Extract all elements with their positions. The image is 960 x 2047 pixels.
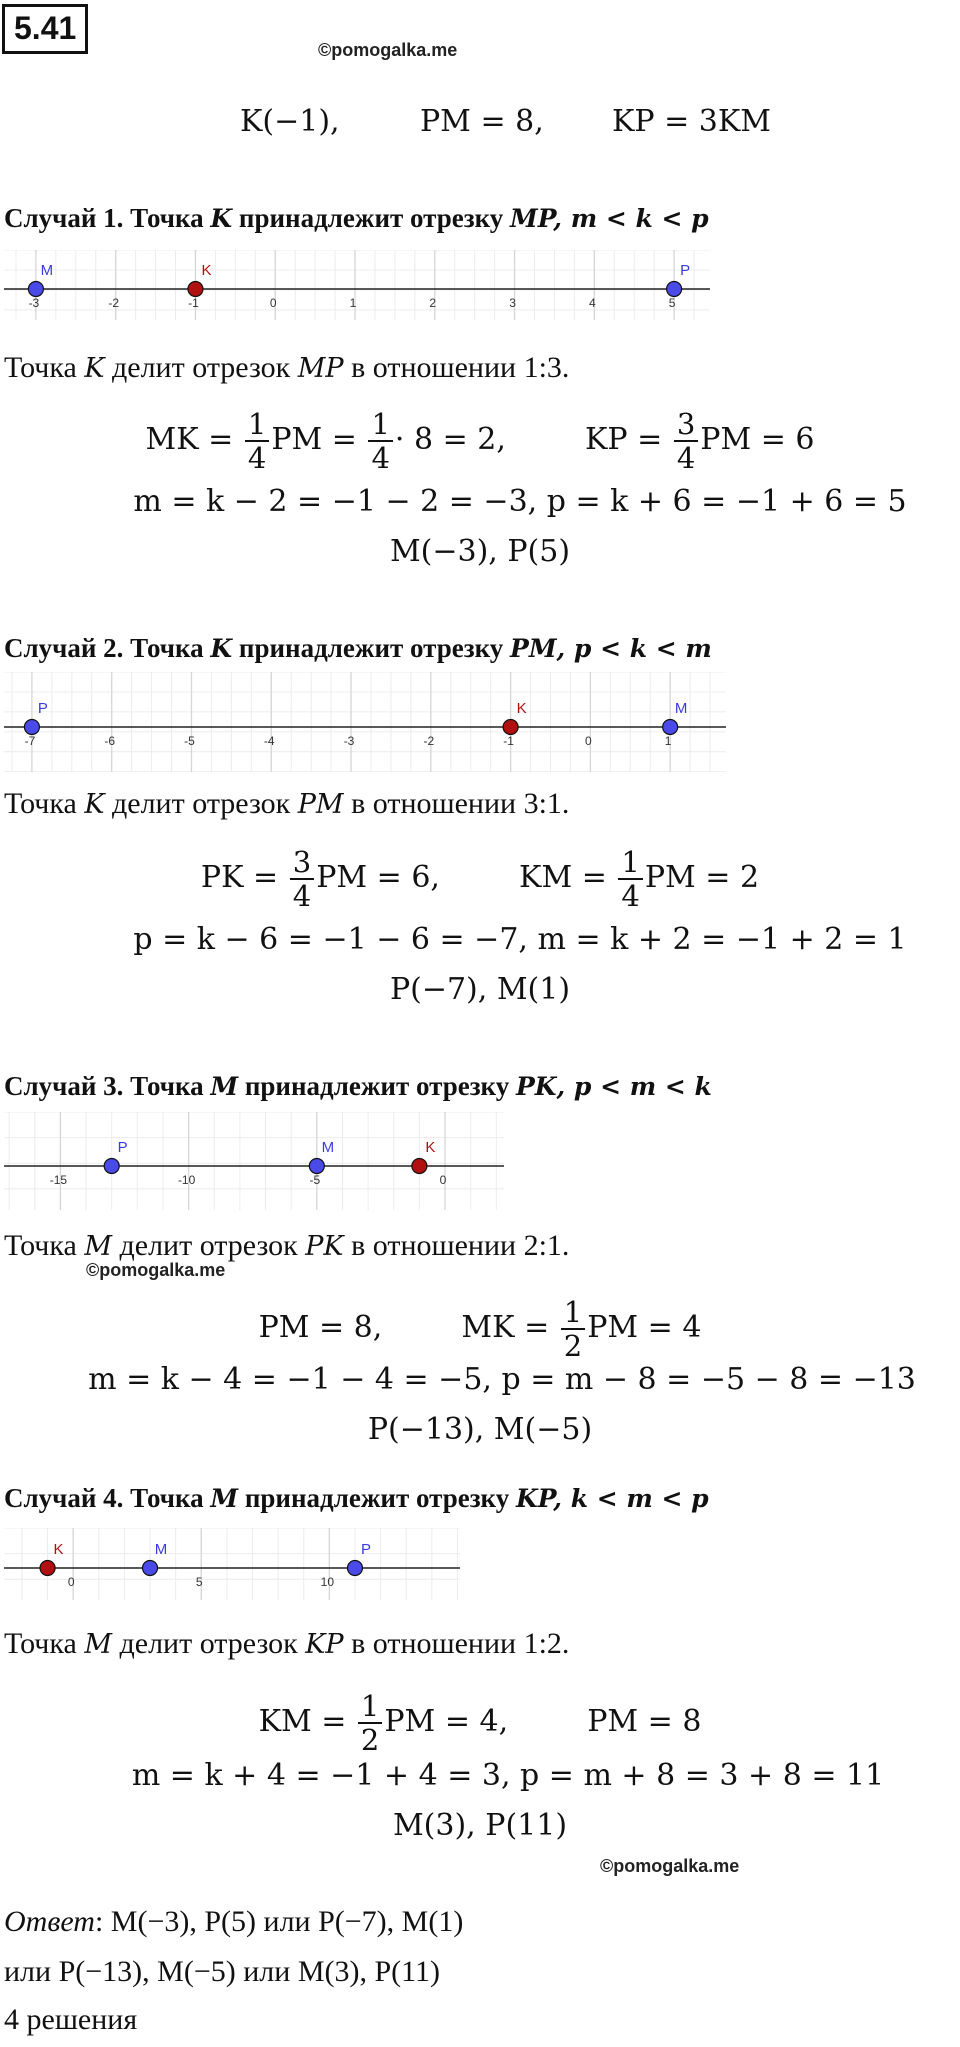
point-label: P [37,700,48,717]
case-2-ratio: Точка K делит отрезок PM в отношении 3:1. [4,787,570,820]
point-m [309,1159,324,1174]
point-label: M [154,1541,168,1558]
given-pm: PM = 8, [420,104,544,139]
case-1-line-3: M(−3), P(5) [389,534,571,569]
tick-label: -15 [49,1173,68,1187]
tick-label: -10 [177,1173,196,1187]
point-p [347,1561,362,1576]
point-p [667,282,682,297]
case-3-number-line [4,1112,504,1210]
case-1-number-line [4,250,710,320]
watermark-middle: ©pomogalka.me [86,1260,226,1280]
tick-label: -2 [423,734,435,748]
answer-line-2: или P(−13), M(−5) или M(3), P(11) [4,1955,441,1988]
answer-line-1: Ответ: M(−3), P(5) или P(−7), M(1) [4,1905,464,1938]
point-k [503,720,518,735]
case-4-line-3: M(3), P(11) [392,1808,568,1843]
tick-label: -7 [24,734,36,748]
tick-label: -5 [309,1173,321,1187]
case-4-line-2: m = k + 4 = −1 + 4 = 3, p = m + 8 = 3 + 8 = 11 [131,1758,885,1793]
case-4-number-line [4,1528,460,1600]
point-m [663,720,678,735]
case-4-ratio: Точка M делит отрезок KP в отношении 1:2. [4,1627,570,1660]
point-p [104,1159,119,1174]
tick-label: 5 [668,296,676,310]
point-label: M [40,262,54,279]
case-2-line-2: p = k − 6 = −1 − 6 = −7, m = k + 2 = −1 + 2 = 1 [133,922,907,957]
tick-label: 1 [664,734,672,748]
point-label: P [117,1139,128,1156]
point-label: P [680,262,691,279]
point-label: K [425,1139,436,1156]
watermark-bottom: ©pomogalka.me [600,1856,740,1876]
answer-label: Ответ [4,1905,95,1938]
given-k: K(−1), [240,104,340,139]
tick-label: -4 [263,734,275,748]
case-3-line-2: m = k − 4 = −1 − 4 = −5, p = m − 8 = −5 − 8 = −13 [88,1362,916,1397]
answer-count: 4 решения [4,2003,138,2036]
fraction: $\frac{1}{2}$ [561,1296,585,1362]
tick-label: -1 [503,734,514,748]
point-k [412,1159,427,1174]
case-3-line-3: P(−13), M(−5) [367,1412,593,1447]
case-3-line-1: PM = 8, MK = $\frac{1}{2}$ PM = 4 [258,1295,702,1363]
point-k [40,1561,55,1576]
problem-number: 5.41 [2,4,88,54]
point-label: K [516,700,527,717]
case-4-heading: Случай 4. Точка M принадлежит отрезку KP, k < m < p [4,1483,709,1513]
fraction: $\frac{1}{2}$ [358,1690,382,1756]
case-1-line-2: m = k − 2 = −1 − 2 = −3, p = k + 6 = −1 + 6 = 5 [133,484,907,519]
point-label: P [360,1541,371,1558]
point-m [28,282,43,297]
tick-label: -6 [104,734,116,748]
case-2-line-3: P(−7), M(1) [389,972,571,1007]
fraction: $\frac{1}{4}$ [618,846,642,912]
fraction: $\frac{3}{4}$ [290,846,314,912]
point-label: K [201,262,212,279]
tick-label: 2 [429,296,437,310]
fraction: $\frac{1}{4}$ [368,408,392,474]
case-2-heading: Случай 2. Точка K принадлежит отрезку PM, p < k < m [4,633,712,663]
given-kp: KP = 3KM [612,104,772,139]
watermark-top: ©pomogalka.me [318,40,458,60]
case-4-line-1: KM = $\frac{1}{2}$ PM = 4, PM = 8 [258,1689,702,1757]
tick-label: 3 [509,296,516,310]
tick-label: 0 [269,296,277,310]
tick-label: 5 [195,1575,203,1589]
tick-label: -2 [108,296,120,310]
fraction: $\frac{3}{4}$ [674,408,698,474]
case-2-line-1: PK = $\frac{3}{4}$ PM = 6, KM = $\frac{1}{4}$ PM = 2 [200,845,760,913]
point-label: M [674,700,688,717]
tick-label: -3 [28,296,40,310]
point-p [24,720,39,735]
case-3-heading: Случай 3. Точка M принадлежит отрезку PK, p < m < k [4,1071,712,1101]
case-1-ratio: Точка K делит отрезок MP в отношении 1:3. [4,351,570,384]
case-2-number-line [4,672,726,772]
case-1-heading: Случай 1. Точка K принадлежит отрезку MP, m < k < p [4,203,709,233]
case-3-ratio: Точка M делит отрезок PK в отношении 2:1. [4,1229,570,1262]
tick-label: 4 [588,296,596,310]
point-label: M [321,1139,335,1156]
tick-label: 0 [439,1173,447,1187]
fraction: $\frac{1}{4}$ [245,408,269,474]
point-label: K [53,1541,64,1558]
tick-label: -5 [184,734,195,748]
point-m [143,1561,158,1576]
tick-label: -3 [343,734,355,748]
tick-label: 1 [349,296,357,310]
point-k [188,282,203,297]
tick-label: -1 [188,296,199,310]
tick-label: 0 [585,734,592,748]
case-1-line-1: MK = $\frac{1}{4}$ PM = $\frac{1}{4}$ · 8 = 2, KP = $\frac{3}{4}$ PM = 6 [145,407,815,475]
tick-label: 10 [320,1575,335,1589]
tick-label: 0 [67,1575,75,1589]
